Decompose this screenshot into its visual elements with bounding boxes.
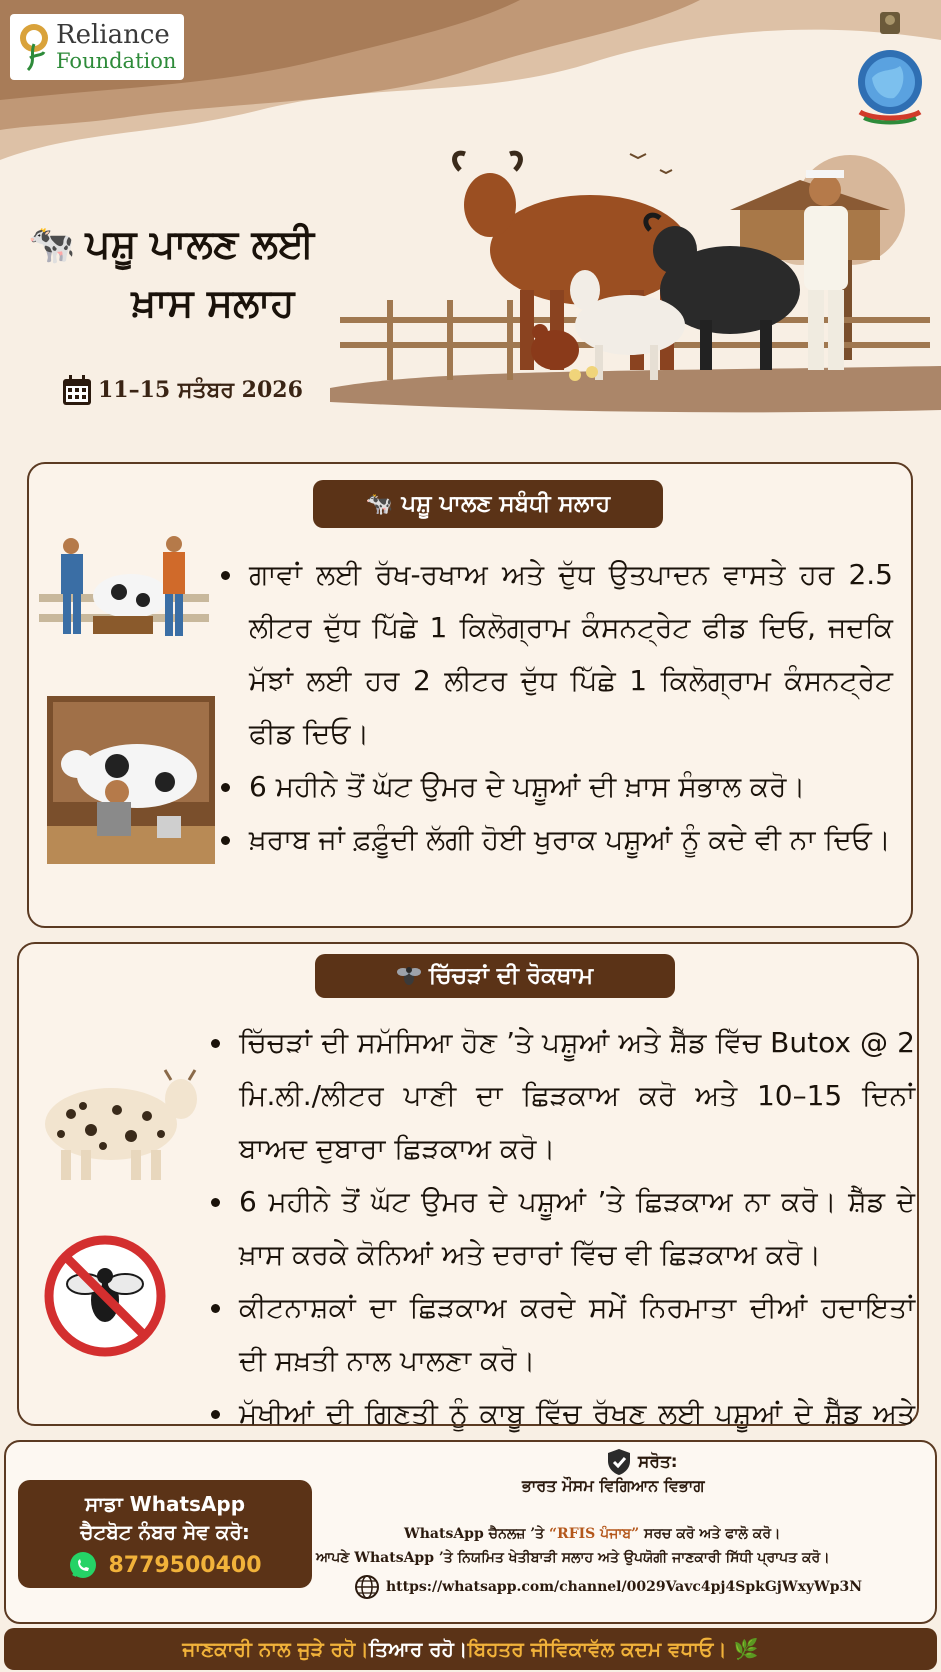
imd-emblem-icon: [852, 8, 928, 128]
globe-icon: [354, 1574, 380, 1600]
farmers-feeding-cow-illustration: [39, 534, 209, 654]
tick-infested-cow-illustration: [31, 1054, 201, 1184]
shield-check-icon: [606, 1448, 632, 1476]
livestock-advice-heading-text: ਪਸ਼ੂ ਪਾਲਣ ਸਬੰਧੀ ਸਲਾਹ: [401, 491, 611, 517]
whatsapp-title-line-2: ਚੈਟਬੋਟ ਨੰਬਰ ਸੇਵ ਕਰੋ:: [80, 1520, 250, 1544]
whatsapp-title-line-1: ਸਾਡਾ WhatsApp: [84, 1492, 246, 1516]
date-range: 11–15 ਸਤੰਬਰ 2026: [98, 377, 303, 403]
whatsapp-icon: [68, 1550, 98, 1580]
channel-benefit-text: ਆਪਣੇ WhatsApp ’ਤੇ ਨਿਯਮਿਤ ਖੇਤੀਬਾੜੀ ਸਲਾਹ ਅਤੇ ਉਪਯੋਗੀ ਜਾਣਕਾਰੀ ਸਿੱਧੀ ਪ੍ਰਾਪਤ ਕਰੋ।: [316, 1550, 830, 1566]
list-item: 6 ਮਹੀਨੇ ਤੋਂ ਘੱਟ ਉਮਰ ਦੇ ਪਸ਼ੂਆਂ ਦੀ ਖ਼ਾਸ ਸੰਭਾਲ ਕਰੋ।: [217, 760, 893, 813]
logo-text-foundation: Foundation: [56, 48, 177, 73]
tick-prevention-list: [207, 1016, 915, 1493]
channel-url-row[interactable]: [354, 1574, 862, 1600]
tick-prevention-heading: [315, 954, 675, 998]
list-item: ਕੀਟਨਾਸ਼ਕਾਂ ਦਾ ਛਿੜਕਾਅ ਕਰਦੇ ਸਮੇਂ ਨਿਰਮਾਤਾ ਦੀਆਂ ਹਦਾਇਤਾਂ ਦੀ ਸਖ਼ਤੀ ਨਾਲ ਪਾਲਣਾ ਕਰੋ।: [207, 1281, 915, 1387]
channel-text-pre: WhatsApp ਚੈਨਲਜ਼ ’ਤੇ: [404, 1526, 549, 1542]
logo-mark-icon: [16, 22, 52, 72]
list-item: ਖ਼ਰਾਬ ਜਾਂ ਫ਼ਫ਼ੂੰਦੀ ਲੱਗੀ ਹੋਈ ਖੁਰਾਕ ਪਸ਼ੂਆਂ ਨੂੰ ਕਦੇ ਵੀ ਨਾ ਦਿਓ।: [217, 813, 893, 866]
source-label: ਸਰੋਤ:: [638, 1452, 678, 1472]
livestock-advice-panel: [27, 462, 913, 928]
tagline-bar: [4, 1628, 937, 1670]
tick-prevention-panel: [17, 942, 919, 1430]
leaf-emoji-icon: 🌿: [733, 1637, 759, 1661]
tick-prevention-heading-text: ਚਿੱਚੜਾਂ ਦੀ ਰੋਕਥਾਮ: [428, 963, 594, 989]
whatsapp-number[interactable]: 8779500400: [108, 1552, 262, 1578]
fly-icon: [397, 965, 421, 987]
date-row: [62, 374, 303, 406]
list-item: ਗਾਵਾਂ ਲਈ ਰੱਖ-ਰਖਾਅ ਅਤੇ ਦੁੱਧ ਉਤਪਾਦਨ ਵਾਸਤੇ ਹਰ 2.5 ਲੀਟਰ ਦੁੱਧ ਪਿੱਛੇ 1 ਕਿਲੋਗ੍ਰਾਮ ਕੰਸਨਟ੍ਰੇਟ ਫੀਡ ਦਿਓ, ਜਦਕਿ ਮੱਝਾਂ ਲਈ ਹਰ 2 ਲੀਟਰ ਦੁੱਧ ਪਿੱਛੇ 1 ਕਿਲੋਗ੍ਰਾਮ ਕੰਸਨਟ੍ਰੇਟ ਫੀਡ ਦਿਓ।: [217, 548, 893, 760]
list-item: ਮੱਖੀਆਂ ਦੀ ਗਿਣਤੀ ਨੂੰ ਕਾਬੂ ਵਿੱਚ ਰੱਖਣ ਲਈ ਪਸ਼ੂਆਂ ਦੇ ਸ਼ੈੱਡ ਅਤੇ: [207, 1387, 915, 1493]
cow-emoji-icon: 🐄: [365, 491, 394, 517]
livestock-advice-list: [217, 548, 893, 866]
footer: [4, 1440, 937, 1624]
whatsapp-chatbot-box[interactable]: [18, 1480, 312, 1588]
channel-url-link[interactable]: https://whatsapp.com/channel/0029Vavc4pj4SpkGjWxyWp3N: [386, 1579, 863, 1595]
list-item: ਚਿੱਚੜਾਂ ਦੀ ਸਮੱਸਿਆ ਹੋਣ ’ਤੇ ਪਸ਼ੂਆਂ ਅਤੇ ਸ਼ੈੱਡ ਵਿੱਚ Butox @ 2 ਮਿ.ਲੀ./ਲੀਟਰ ਪਾਣੀ ਦਾ ਛਿੜਕਾਅ ਕਰੋ ਅਤੇ 10–15 ਦਿਨਾਂ ਬਾਅਦ ਦੁਬਾਰਾ ਛਿੜਕਾਅ ਕਰੋ।: [207, 1016, 915, 1175]
livestock-advice-heading: [313, 480, 663, 528]
no-flies-icon: [43, 1234, 167, 1358]
title-line-2: ਖ਼ਾਸ ਸਲਾਹ: [131, 281, 295, 326]
livestock-farm-illustration: [330, 140, 941, 440]
channel-text-post: ਸਰਚ ਕਰੋ ਅਤੇ ਫਾਲੋ ਕਰੋ।: [639, 1526, 781, 1542]
reliance-foundation-logo: [10, 14, 184, 80]
list-item: 6 ਮਹੀਨੇ ਤੋਂ ਘੱਟ ਉਮਰ ਦੇ ਪਸ਼ੂਆਂ ’ਤੇ ਛਿੜਕਾਅ ਨਾ ਕਰੋ। ਸ਼ੈੱਡ ਦੇ ਖ਼ਾਸ ਕਰਕੇ ਕੋਨਿਆਂ ਅਤੇ ਦਰਾਰਾਂ ਵਿੱਚ ਵੀ ਛਿੜਕਾਅ ਕਰੋ।: [207, 1175, 915, 1281]
calendar-icon: [62, 374, 92, 406]
milking-cow-illustration: [47, 696, 215, 864]
channel-search-instruction: [404, 1526, 780, 1542]
tagline-part-4: ਵੱਲ ਕਦਮ ਵਧਾਓ।: [588, 1637, 727, 1661]
channel-name-highlight: “RFIS ਪੰਜਾਬ”: [549, 1526, 640, 1542]
header: [0, 0, 941, 440]
tagline-part-1: ਜਾਣਕਾਰੀ ਨਾਲ ਜੁੜੇ ਰਹੋ।: [182, 1637, 369, 1661]
source-name: ਭਾਰਤ ਮੌਸਮ ਵਿਗਿਆਨ ਵਿਭਾਗ: [522, 1476, 705, 1495]
logo-text-reliance: Reliance: [56, 20, 170, 51]
cow-emoji-icon: 🐄: [28, 222, 76, 266]
source-row: [606, 1448, 678, 1476]
tagline-part-3: ਬਿਹਤਰ ਜੀਵਿਕਾ: [467, 1637, 589, 1661]
title-line-1: ਪਸ਼ੂ ਪਾਲਣ ਲਈ: [85, 222, 315, 267]
tagline-part-2: ਤਿਆਰ ਰਹੋ।: [368, 1637, 468, 1661]
